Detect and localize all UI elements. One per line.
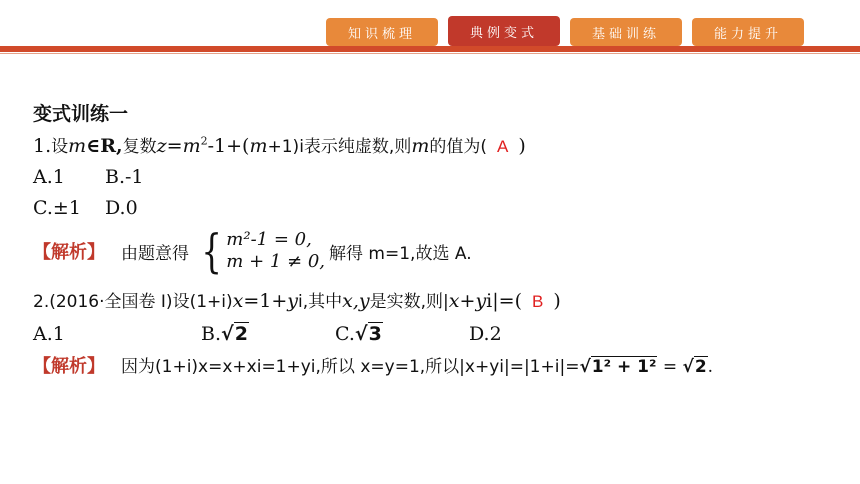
q1-set: ∈R, <box>86 135 123 157</box>
solution-tag: 【解析】 <box>33 356 105 377</box>
sqrt-symbol: √2 <box>682 357 707 377</box>
equation-2: m + 1 ≠ 0, <box>226 251 326 272</box>
radicand: 2 <box>234 323 248 345</box>
sqrt-symbol: √3 <box>354 323 382 345</box>
sqrt-symbol: √1² + 1² <box>579 357 657 377</box>
radicand: 1² + 1² <box>591 357 657 377</box>
question-1 <box>33 135 526 158</box>
q1-var: m <box>68 135 87 157</box>
q1-var: m <box>249 135 268 157</box>
solution-1 <box>33 224 472 278</box>
solution-tail: 解得 m=1,故选 A. <box>329 243 472 264</box>
q2-text: i,其中 <box>298 292 343 312</box>
q1-text: = <box>166 135 183 157</box>
tab-knowledge[interactable]: 知识梳理 <box>326 18 438 46</box>
q2-text: 2.(2016·全国卷 Ⅰ)设(1+i) <box>33 292 233 312</box>
solution-2-text: 因为(1+i)x=x+xi=1+yi,所以 x=y=1,所以|x+yi|=|1+i|= <box>121 357 580 377</box>
q1-text: 的值为( <box>429 137 487 157</box>
q2-text: i|=( <box>486 290 522 312</box>
q2-close: ) <box>553 290 561 312</box>
equation-system <box>226 229 325 273</box>
q2-var: x <box>232 290 244 312</box>
q1-number: 1. <box>33 135 52 157</box>
q1-var: m <box>411 135 430 157</box>
q2-option-d: D.2 <box>469 323 502 345</box>
q1-text: +1)i表示纯虚数,则 <box>267 137 412 157</box>
q2-option-c <box>335 323 469 345</box>
q1-text: 复数 <box>122 137 157 157</box>
tab-basic-training[interactable]: 基础训练 <box>570 18 682 46</box>
q1-option-c: C.±1 <box>33 197 81 219</box>
q1-answer: A <box>497 137 509 156</box>
q1-option-a: A.1 <box>33 166 65 188</box>
q2-var: y <box>475 290 487 312</box>
q2-option-a: A.1 <box>33 323 65 345</box>
solution-tag: 【解析】 <box>33 242 105 263</box>
section-title: 变式训练一 <box>33 103 129 125</box>
period: . <box>707 357 714 377</box>
q2-option-c-prefix: C. <box>335 323 355 345</box>
equals-sign: = <box>657 357 683 377</box>
q1-exponent: 2 <box>200 134 208 148</box>
q2-var: x <box>448 290 460 312</box>
q2-text: + <box>459 290 476 312</box>
header-divider-thin <box>0 53 860 54</box>
radicand: 2 <box>694 357 707 377</box>
q1-text: 设 <box>51 137 69 157</box>
q1-option-row <box>33 197 138 219</box>
q2-text: 是实数,则| <box>369 292 449 312</box>
q2-option-b <box>201 323 335 345</box>
equation-1: m²-1 = 0, <box>226 229 312 250</box>
header-divider <box>0 46 860 52</box>
question-2 <box>33 290 561 313</box>
q2-var: y <box>287 290 299 312</box>
solution-2 <box>33 356 713 378</box>
q1-close: ) <box>518 135 526 157</box>
tab-ability[interactable]: 能力提升 <box>692 18 804 46</box>
q1-var: m <box>182 135 201 157</box>
q2-text: =1+ <box>243 290 288 312</box>
q1-option-b: B.-1 <box>105 166 144 188</box>
radicand: 3 <box>368 323 382 345</box>
q2-option-row <box>33 323 502 345</box>
q1-option-row <box>33 166 144 188</box>
solution-lead: 由题意得 <box>121 243 189 264</box>
q2-var: x,y <box>342 290 370 312</box>
sqrt-symbol: √2 <box>221 323 248 345</box>
q1-text: -1+( <box>207 135 250 157</box>
q2-option-b-prefix: B. <box>201 323 222 345</box>
brace-symbol: { <box>201 224 222 278</box>
q1-option-d: D.0 <box>105 197 138 219</box>
tab-examples[interactable]: 典例变式 <box>448 16 560 46</box>
q1-var: z <box>156 135 167 157</box>
q2-answer: B <box>531 292 544 311</box>
